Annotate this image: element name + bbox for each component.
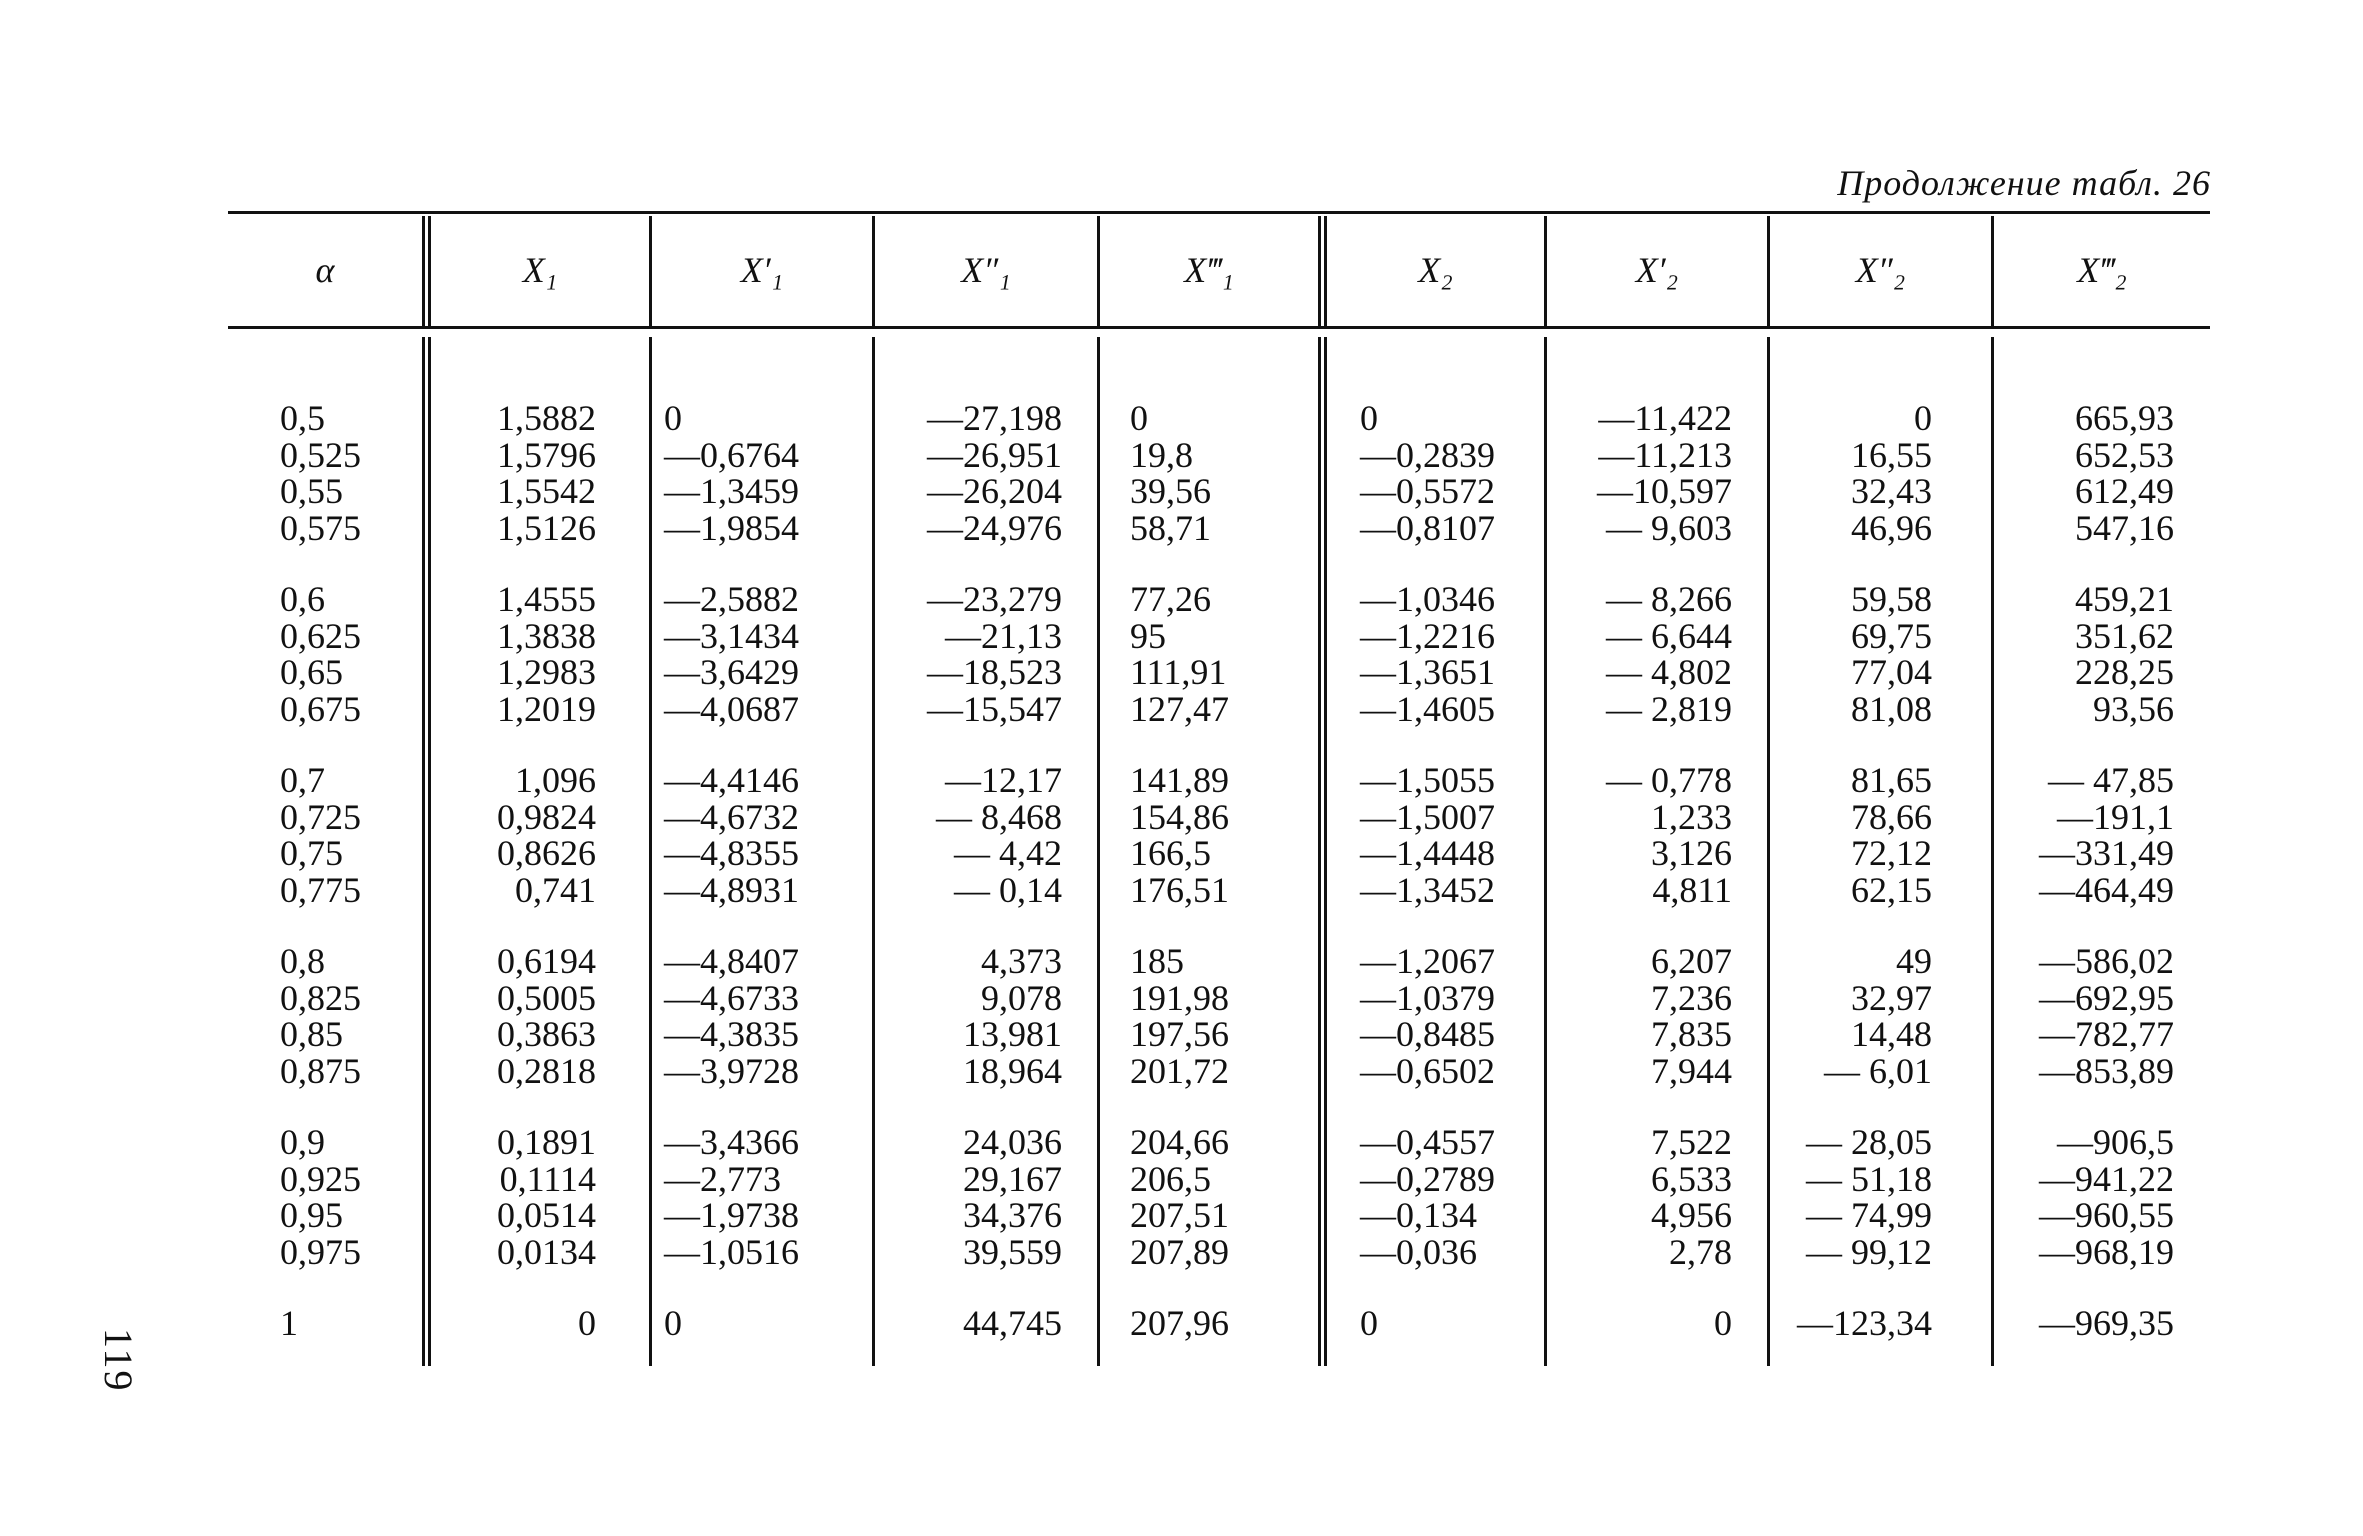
table-cell: 7,944 (1651, 1050, 1732, 1091)
page-number: 119 (96, 1328, 141, 1393)
row-group-gap (1780, 1270, 1932, 1305)
table-cell: —2,773 (664, 1158, 781, 1199)
row-group-gap (280, 727, 361, 762)
row-group-gap (1560, 546, 1732, 581)
table-cell: 154,86 (1130, 796, 1229, 837)
table-cell: 62,15 (1851, 869, 1932, 910)
table-cell: —1,4448 (1360, 833, 1495, 873)
table-cell: 32,43 (1851, 471, 1932, 511)
table-cell: 2,78 (1669, 1231, 1732, 1272)
row-group-gap (664, 546, 834, 581)
table-cell: 69,75 (1851, 615, 1932, 656)
table-cell: 0,95 (280, 1195, 343, 1235)
table-cell: 24,036 (963, 1122, 1062, 1162)
table-cell: — 4,42 (954, 833, 1062, 873)
table-cell: —2,5882 (664, 579, 799, 619)
table-cell: —15,547 (927, 688, 1062, 729)
column-divider-8 (1991, 216, 1994, 1366)
table-cell: 228,25 (2075, 652, 2174, 692)
table-cell: 0 (1914, 398, 1932, 438)
row-group-gap (1360, 908, 1530, 943)
column-divider-4 (1097, 216, 1100, 1366)
table-cell: 0,525 (280, 434, 361, 475)
table-cell: —3,6429 (664, 652, 799, 692)
table-cell: 547,16 (2075, 507, 2174, 548)
table-cell: 1,5126 (497, 507, 596, 548)
table-cell: 0,1891 (497, 1122, 596, 1162)
table-cell: 204,66 (1130, 1122, 1229, 1162)
table-cell: —968,19 (2039, 1231, 2174, 1272)
table-cell: 0,975 (280, 1231, 361, 1272)
table-cell: —1,5007 (1360, 796, 1495, 837)
table-cell: 612,49 (2075, 471, 2174, 511)
row-group-gap (1780, 1089, 1932, 1124)
table-cell: —960,55 (2039, 1195, 2174, 1235)
row-group-gap (2010, 1270, 2174, 1305)
table-cell: —21,13 (945, 615, 1062, 656)
table-cell: 201,72 (1130, 1050, 1229, 1091)
table-cell: 18,964 (963, 1050, 1062, 1091)
column-divider-7 (1767, 216, 1770, 1366)
table-cell: 127,47 (1130, 688, 1229, 729)
table-cell: 0,825 (280, 977, 361, 1018)
column-divider-1 (422, 216, 431, 1366)
table-cell: —0,6502 (1360, 1050, 1495, 1091)
table-cell: 6,207 (1651, 941, 1732, 981)
table-cell: 59,58 (1851, 579, 1932, 619)
table-cell: — 6,644 (1606, 615, 1732, 656)
row-group-gap (664, 1270, 834, 1305)
table-cell: —1,3459 (664, 471, 799, 511)
table-cell: —692,95 (2039, 977, 2174, 1018)
table-cell: —123,34 (1797, 1303, 1932, 1343)
table-cell: —4,8931 (664, 869, 799, 910)
table-cell: 459,21 (2075, 579, 2174, 619)
table-cell: 0,725 (280, 796, 361, 837)
table-cell: 29,167 (963, 1158, 1062, 1199)
table-cell: 1,4555 (497, 579, 596, 619)
table-cell: 7,236 (1651, 977, 1732, 1018)
column-divider-3 (872, 216, 875, 1366)
table-cell: 1 (280, 1303, 298, 1343)
table-cell: —0,2789 (1360, 1158, 1495, 1199)
row-group-gap (280, 1089, 361, 1124)
table-cell: 0,8626 (497, 833, 596, 873)
row-group-gap (1130, 1270, 1270, 1305)
table-cell: —0,5572 (1360, 471, 1495, 511)
table-cell: —4,0687 (664, 688, 799, 729)
table-cell: 0 (664, 1303, 682, 1343)
table-cell: 7,835 (1651, 1014, 1732, 1054)
row-group-gap (1560, 1089, 1732, 1124)
table-cell: 46,96 (1851, 507, 1932, 548)
table-cell: 49 (1896, 941, 1932, 981)
row-group-gap (1130, 1089, 1270, 1124)
table-cell: —0,8107 (1360, 507, 1495, 548)
table-cell: — 9,603 (1606, 507, 1732, 548)
table-cell: 0,9 (280, 1122, 325, 1162)
column-x2-triple-prime (2010, 400, 2174, 1342)
table-cell: —23,279 (927, 579, 1062, 619)
table-cell: 39,56 (1130, 471, 1211, 511)
row-group-gap (436, 727, 596, 762)
table-cell: 0,0514 (497, 1195, 596, 1235)
table-cell: —1,9738 (664, 1195, 799, 1235)
table-cell: 176,51 (1130, 869, 1229, 910)
table-cell: —969,35 (2039, 1303, 2174, 1343)
table-cell: 77,26 (1130, 579, 1211, 619)
table-cell: —11,213 (1598, 434, 1732, 475)
table-cell: 0,6194 (497, 941, 596, 981)
table-cell: 1,5882 (497, 398, 596, 438)
table-cell: — 2,819 (1606, 688, 1732, 729)
table-cell: 78,66 (1851, 796, 1932, 837)
table-cell: 1,5796 (497, 434, 596, 475)
table-cell: 58,71 (1130, 507, 1211, 548)
table-cell: 652,53 (2075, 434, 2174, 475)
row-group-gap (1780, 546, 1932, 581)
table-cell: —1,9854 (664, 507, 799, 548)
table-cell: — 4,802 (1606, 652, 1732, 692)
table-cell: —0,036 (1360, 1231, 1477, 1272)
table-cell: —906,5 (2057, 1122, 2174, 1162)
row-group-gap (880, 546, 1062, 581)
table-cell: 0 (1714, 1303, 1732, 1343)
table-cell: 0,925 (280, 1158, 361, 1199)
table-cell: 34,376 (963, 1195, 1062, 1235)
table-cell: 191,98 (1130, 977, 1229, 1018)
table-top-rule (228, 211, 2210, 214)
table-cell: 0,9824 (497, 796, 596, 837)
table-cell: 1,2019 (497, 688, 596, 729)
table-cell: 0,7 (280, 760, 325, 800)
table-cell: —26,204 (927, 471, 1062, 511)
table-cell: 0,75 (280, 833, 343, 873)
table-cell: —0,2839 (1360, 434, 1495, 475)
table-cell: 95 (1130, 615, 1166, 656)
row-group-gap (664, 1089, 834, 1124)
table-cell: 6,533 (1651, 1158, 1732, 1199)
table-cell: —3,1434 (664, 615, 799, 656)
table-cell: 0,775 (280, 869, 361, 910)
table-cell: —853,89 (2039, 1050, 2174, 1091)
row-group-gap (280, 908, 361, 943)
table-cell: 3,126 (1651, 833, 1732, 873)
row-group-gap (880, 908, 1062, 943)
row-group-gap (1560, 908, 1732, 943)
table-cell: 0,625 (280, 615, 361, 656)
table-cell: 0,6 (280, 579, 325, 619)
header-body-gap (228, 329, 2210, 337)
table-cell: —1,5055 (1360, 760, 1495, 800)
table-cell: 14,48 (1851, 1014, 1932, 1054)
table-cell: —3,9728 (664, 1050, 799, 1091)
row-group-gap (436, 546, 596, 581)
table-cell: 141,89 (1130, 760, 1229, 800)
table-cell: 19,8 (1130, 434, 1193, 475)
row-group-gap (436, 908, 596, 943)
table-cell: 0 (1130, 398, 1148, 438)
table-cell: —24,976 (927, 507, 1062, 548)
row-group-gap (2010, 1089, 2174, 1124)
table-cell: 0 (664, 398, 682, 438)
table-cell: —782,77 (2039, 1014, 2174, 1054)
header-x2-double-prime: X″₂ (1855, 250, 1906, 290)
table-cell: —11,422 (1598, 398, 1732, 438)
table-cell: 0,85 (280, 1014, 343, 1054)
row-group-gap (1360, 1089, 1530, 1124)
row-group-gap (2010, 908, 2174, 943)
header-x2: X₂ (1418, 250, 1453, 290)
table-cell: —464,49 (2039, 869, 2174, 910)
column-alpha (280, 400, 361, 1342)
table-cell: —331,49 (2039, 833, 2174, 873)
header-x1-double-prime: X″₁ (961, 250, 1011, 290)
column-divider-2 (649, 216, 652, 1366)
header-x2-triple-prime: X‴₂ (2077, 250, 2127, 290)
column-x2 (1360, 400, 1530, 1342)
header-alpha: α (315, 250, 335, 290)
row-group-gap (280, 1270, 361, 1305)
row-group-gap (1130, 727, 1270, 762)
row-group-gap (1560, 1270, 1732, 1305)
table-cell: —941,22 (2039, 1158, 2174, 1199)
table-cell: — 8,468 (936, 796, 1062, 837)
table-cell: 0,741 (515, 869, 596, 910)
table-cell: —12,17 (945, 760, 1062, 800)
table-cell: —191,1 (2057, 796, 2174, 837)
row-group-gap (280, 546, 361, 581)
table-cell: 0,8 (280, 941, 325, 981)
table-cell: 32,97 (1851, 977, 1932, 1018)
table-cell: 0,0134 (497, 1231, 596, 1272)
table-cell: —4,8407 (664, 941, 799, 981)
row-group-gap (880, 1270, 1062, 1305)
table-cell: 207,51 (1130, 1195, 1229, 1235)
table-cell: 111,91 (1130, 652, 1227, 692)
table-cell: —1,2216 (1360, 615, 1495, 656)
table-cell: — 0,778 (1606, 760, 1732, 800)
table-cell: —18,523 (927, 652, 1062, 692)
row-group-gap (1360, 546, 1530, 581)
table-cell: 1,3838 (497, 615, 596, 656)
table-cell: 207,96 (1130, 1303, 1229, 1343)
table-cell: 206,5 (1130, 1158, 1211, 1199)
table-cell: 665,93 (2075, 398, 2174, 438)
table-cell: —0,8485 (1360, 1014, 1495, 1054)
table-cell: —26,951 (927, 434, 1062, 475)
row-group-gap (1130, 908, 1270, 943)
table-cell: 0,1114 (499, 1158, 596, 1199)
row-group-gap (2010, 546, 2174, 581)
table-cell: —586,02 (2039, 941, 2174, 981)
row-group-gap (1130, 546, 1270, 581)
table-cell: —27,198 (927, 398, 1062, 438)
row-group-gap (880, 727, 1062, 762)
table-cell: 0 (578, 1303, 596, 1343)
table-cell: —1,0379 (1360, 977, 1495, 1018)
table-cell: 0,2818 (497, 1050, 596, 1091)
row-group-gap (664, 908, 834, 943)
table-cell: 0 (1360, 1303, 1378, 1343)
table-cell: —4,8355 (664, 833, 799, 873)
table-cell: —4,6733 (664, 977, 799, 1018)
table-cell: —10,597 (1597, 471, 1732, 511)
table-cell: 0 (1360, 398, 1378, 438)
table-cell: —1,2067 (1360, 941, 1495, 981)
table-cell: —3,4366 (664, 1122, 799, 1162)
table-cell: —0,134 (1360, 1195, 1477, 1235)
row-group-gap (664, 727, 834, 762)
row-group-gap (1360, 727, 1530, 762)
table-cell: —1,0346 (1360, 579, 1495, 619)
table-cell: 0,5 (280, 398, 325, 438)
table-cell: 13,981 (963, 1014, 1062, 1054)
header-x1: X₁ (522, 250, 558, 290)
table-cell: 4,373 (981, 941, 1062, 981)
table-cell: 0,55 (280, 471, 343, 511)
table-cell: —1,3651 (1360, 652, 1495, 692)
table-cell: —1,4605 (1360, 688, 1495, 729)
row-group-gap (1780, 727, 1932, 762)
table-cell: 39,559 (963, 1231, 1062, 1272)
table-cell: — 47,85 (2048, 760, 2174, 800)
table-cell: —4,6732 (664, 796, 799, 837)
column-x2-double-prime (1780, 400, 1932, 1342)
table-cell: 81,65 (1851, 760, 1932, 800)
row-group-gap (436, 1089, 596, 1124)
table-cell: 166,5 (1130, 833, 1211, 873)
table-cell: 351,62 (2075, 615, 2174, 656)
row-group-gap (2010, 727, 2174, 762)
row-group-gap (1780, 908, 1932, 943)
table-cell: 0,65 (280, 652, 343, 692)
table-cell: — 8,266 (1606, 579, 1732, 619)
table-cell: — 74,99 (1806, 1195, 1932, 1235)
table-cell: 1,2983 (497, 652, 596, 692)
table-cell: 0,3863 (497, 1014, 596, 1054)
table-cell: 4,956 (1651, 1195, 1732, 1235)
table-cell: 9,078 (981, 977, 1062, 1018)
table-cell: 0,5005 (497, 977, 596, 1018)
table-cell: 72,12 (1851, 833, 1932, 873)
row-group-gap (436, 1270, 596, 1305)
table-cell: —0,6764 (664, 434, 799, 475)
column-divider-5 (1318, 216, 1327, 1366)
column-x1 (436, 400, 596, 1342)
table-cell: — 51,18 (1806, 1158, 1932, 1199)
table-cell: —0,4557 (1360, 1122, 1495, 1162)
table-cell: 4,811 (1652, 869, 1732, 910)
table-cell: 207,89 (1130, 1231, 1229, 1272)
table-cell: 93,56 (2093, 688, 2174, 729)
row-group-gap (1360, 1270, 1530, 1305)
table-cell: 0,575 (280, 507, 361, 548)
header-x1-prime: X′₁ (740, 250, 784, 290)
table-cell: 16,55 (1851, 434, 1932, 475)
column-x1-triple-prime (1130, 400, 1270, 1342)
header-x1-triple-prime: X‴₁ (1184, 250, 1234, 290)
table-cell: — 6,01 (1824, 1050, 1932, 1091)
table-cell: 44,745 (963, 1303, 1062, 1343)
table-cell: 1,233 (1651, 796, 1732, 837)
table-cell: —4,3835 (664, 1014, 799, 1054)
table-cell: — 0,14 (954, 869, 1062, 910)
table-cell: 7,522 (1651, 1122, 1732, 1162)
table-cell: 0,675 (280, 688, 361, 729)
table-cell: 197,56 (1130, 1014, 1229, 1054)
column-x2-prime (1560, 400, 1732, 1342)
row-group-gap (1560, 727, 1732, 762)
table-cell: 1,5542 (497, 471, 596, 511)
header-x2-prime: X′₂ (1635, 250, 1679, 290)
table-cell: — 28,05 (1806, 1122, 1932, 1162)
table-cell: 1,096 (515, 760, 596, 800)
column-x1-double-prime (880, 400, 1062, 1342)
table-cell: 81,08 (1851, 688, 1932, 729)
row-group-gap (880, 1089, 1062, 1124)
table-cell: —4,4146 (664, 760, 799, 800)
table-cell: 0,875 (280, 1050, 361, 1091)
table-cell: 77,04 (1851, 652, 1932, 692)
table-cell: —1,0516 (664, 1231, 799, 1272)
column-divider-6 (1544, 216, 1547, 1366)
table-cell: — 99,12 (1806, 1231, 1932, 1272)
table-cell: 185 (1130, 941, 1184, 981)
table-caption: Продолжение табл. 26 (1837, 163, 2211, 203)
column-x1-prime (664, 400, 834, 1342)
table-cell: —1,3452 (1360, 869, 1495, 910)
